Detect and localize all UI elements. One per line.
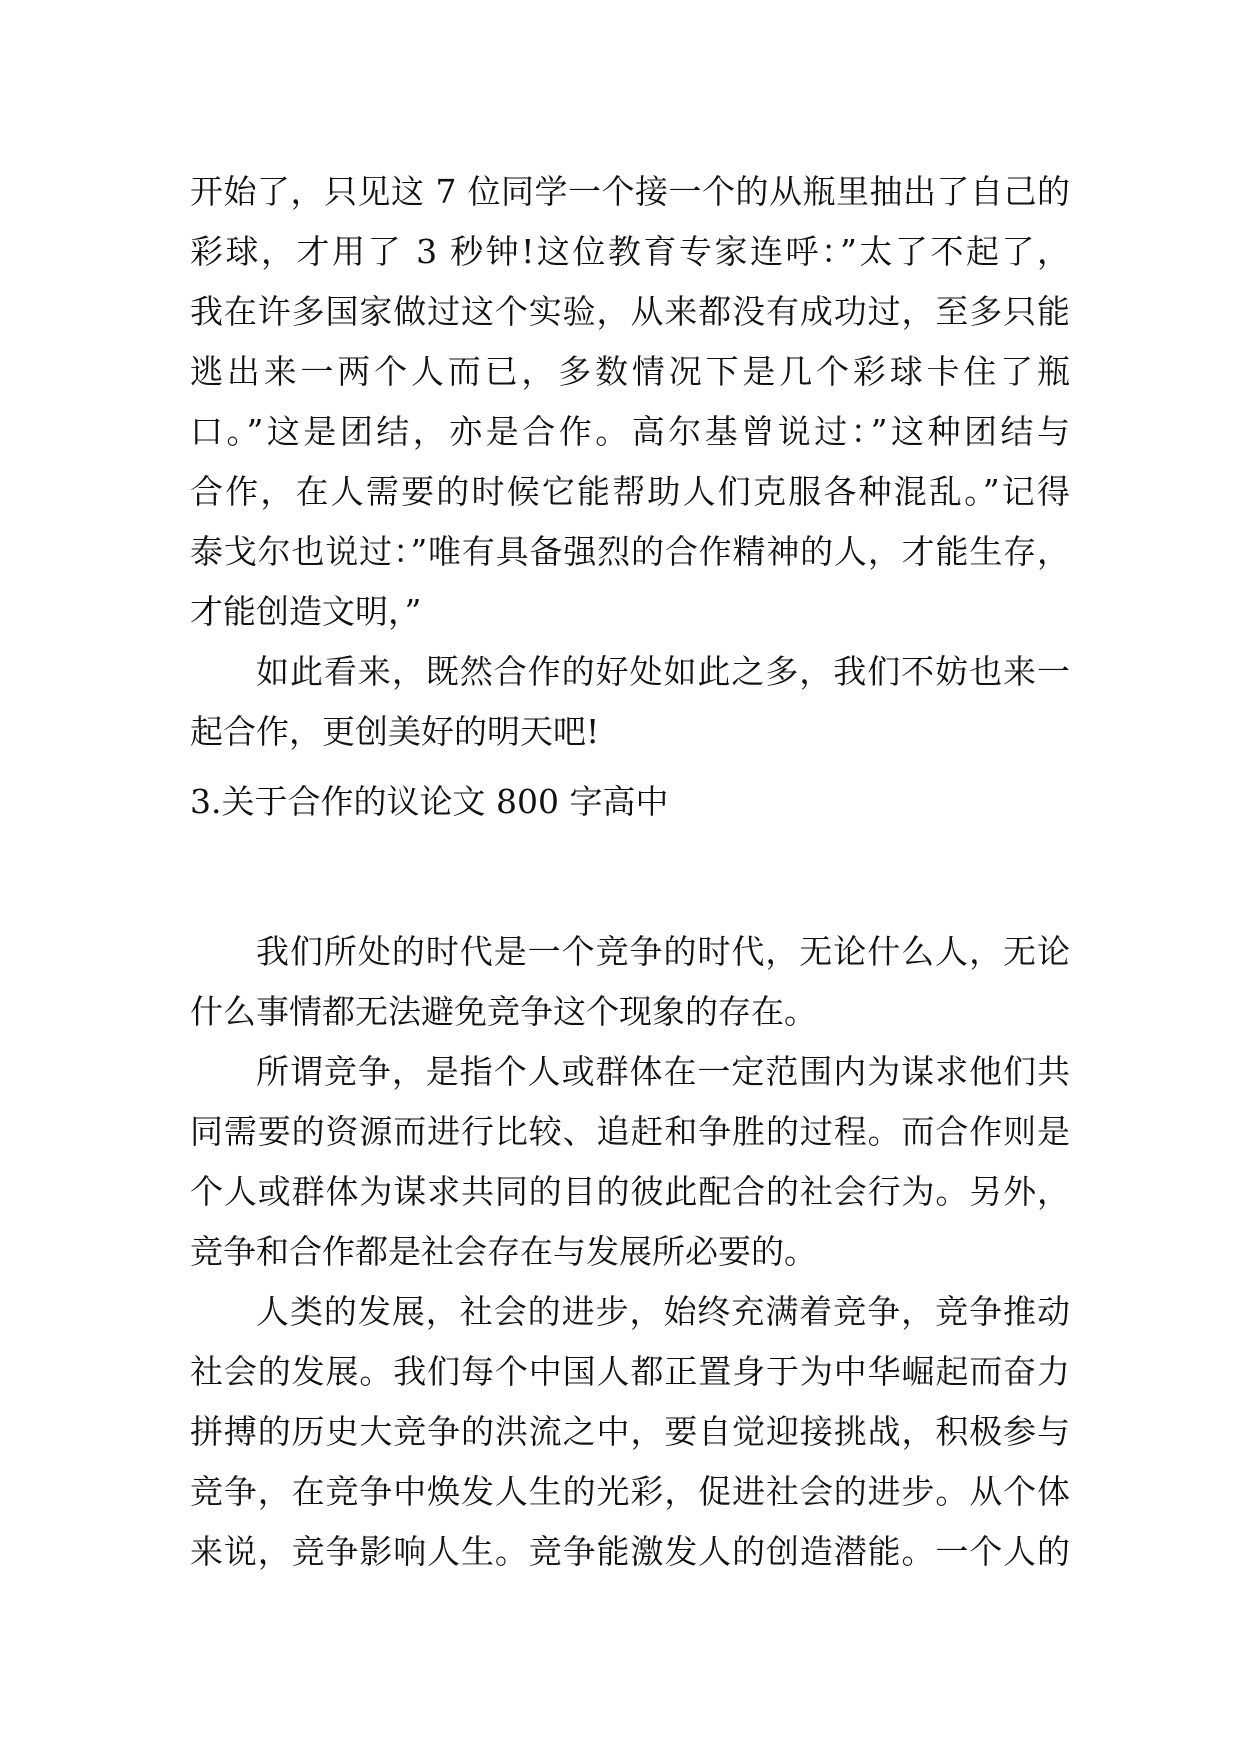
paragraph-line: 什么事情都无法避免竞争这个现象的存在。: [190, 992, 817, 1031]
paragraph-line: 彩球，才用了 3 秒钟!这位教育专家连呼：”太了不起了，: [190, 232, 1070, 271]
paragraph-line: 社会的发展。我们每个中国人都正置身于为中华崛起而奋力: [190, 1352, 1070, 1391]
paragraph-line: 口。”这是团结，亦是合作。高尔基曾说过：”这种团结与: [190, 412, 1070, 451]
paragraph-line: 我们所处的时代是一个竞争的时代，无论什么人，无论: [256, 932, 1070, 971]
paragraph-line: 拼搏的历史大竞争的洪流之中，要自觉迎接挑战，积极参与: [190, 1412, 1070, 1451]
paragraph-line: 个人或群体为谋求共同的目的彼此配合的社会行为。另外，: [190, 1172, 1070, 1211]
paragraph-line: 竞争，在竞争中焕发人生的光彩，促进社会的进步。从个体: [190, 1472, 1070, 1511]
paragraph-line: 合作，在人需要的时候它能帮助人们克服各种混乱。”记得: [190, 472, 1070, 511]
paragraph-line: 如此看来，既然合作的好处如此之多，我们不妨也来一: [256, 652, 1070, 691]
paragraph-line: 我在许多国家做过这个实验，从来都没有成功过，至多只能: [190, 292, 1070, 331]
paragraph-line: 泰戈尔也说过：”唯有具备强烈的合作精神的人，才能生存，: [190, 532, 1070, 571]
paragraph-line: 来说，竞争影响人生。竞争能激发人的创造潜能。一个人的: [190, 1532, 1070, 1571]
paragraph-line: 才能创造文明，”: [190, 592, 422, 631]
paragraph-line: 同需要的资源而进行比较、追赶和争胜的过程。而合作则是: [190, 1112, 1070, 1151]
paragraph-line: 人类的发展，社会的进步，始终充满着竞争，竞争推动: [256, 1292, 1070, 1331]
paragraph-line: 所谓竞争，是指个人或群体在一定范围内为谋求他们共: [256, 1052, 1070, 1091]
paragraph-line: 竞争和合作都是社会存在与发展所必要的。: [190, 1232, 817, 1271]
paragraph-line: 起合作，更创美好的明天吧!: [190, 712, 600, 751]
section-heading: 3.关于合作的议论文 800 字高中: [190, 782, 669, 821]
paragraph-line: 逃出来一两个人而已，多数情况下是几个彩球卡住了瓶: [190, 352, 1070, 391]
paragraph-line: 开始了，只见这 7 位同学一个接一个的从瓶里抽出了自己的: [190, 172, 1070, 211]
